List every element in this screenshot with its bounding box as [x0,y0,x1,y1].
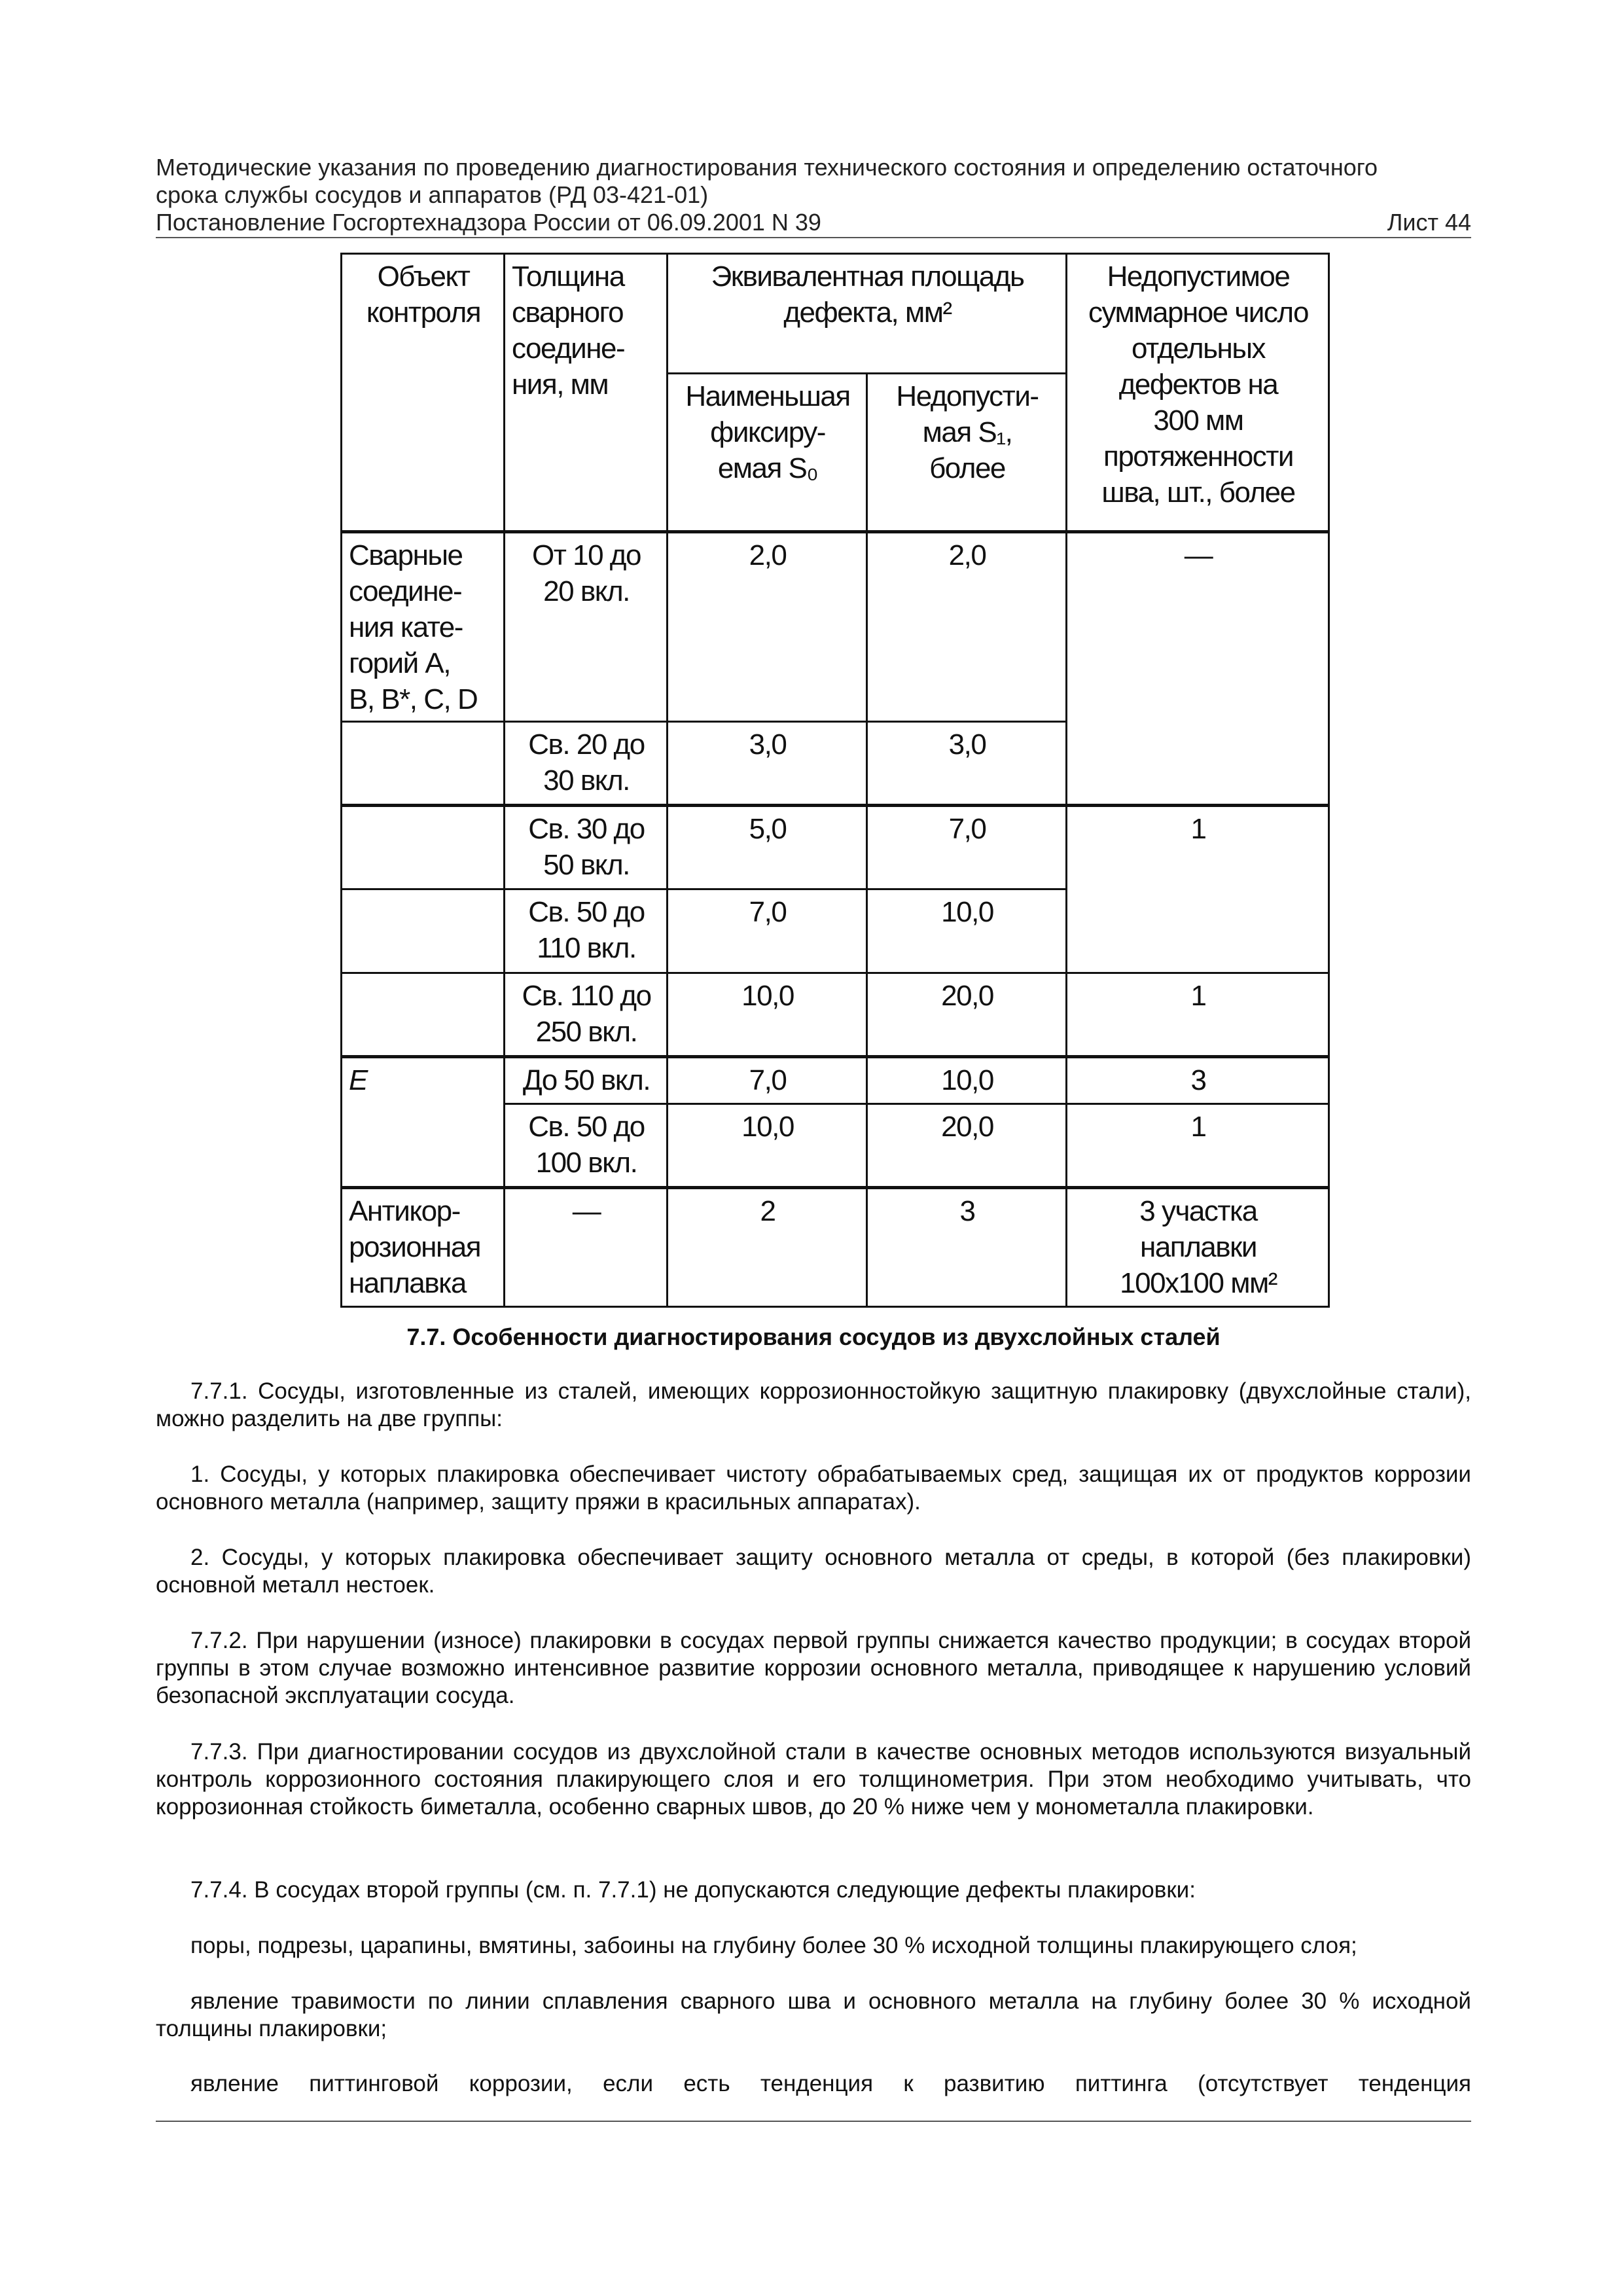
cell-thickness: Св. 110 до 250 вкл. [505,973,668,1057]
cell-count: — [1067,532,1329,806]
cell-s1: 3,0 [867,722,1067,806]
cell-count: 1 [1067,1104,1329,1188]
cell-s0: 10,0 [668,1104,867,1188]
cell-object [342,973,505,1057]
footer-divider [156,2121,1471,2122]
header-title-line-1: Методические указания по проведению диагностирования технического состояния и определению остаточного [156,154,1378,181]
table-row [342,806,1329,889]
cell-s0: 7,0 [668,1057,867,1104]
paragraph-defect-pores: поры, подрезы, царапины, вмятины, забоины на глубину более 30 % исходной толщины плакирующего слоя; [190,1933,1357,1958]
cell-count: 3 участка наплавки 100х100 мм² [1067,1188,1329,1307]
cell-s1: 3 [867,1188,1067,1307]
cell-s0: 7,0 [668,889,867,973]
cell-object [342,889,505,973]
cell-object [342,722,505,806]
paragraph-defect-pitting: явление питтинговой коррозии, если есть тенденция к развитию питтинга (отсутствует тенденция [190,2071,1471,2096]
cell-count: 3 [1067,1057,1329,1104]
cell-s0: 3,0 [668,722,867,806]
paragraph-defect-etching: явление травимости по линии сплавления сварного шва и основного металла на глубину более 30 % исходной толщины плакировки; [156,1988,1471,2041]
paragraph-7-7-2: 7.7.2. При нарушении (износе) плакировки в сосудах первой группы снижается качество продукции; в сосудах второй группы в этом случае возможно интенсивное развитие коррозии основного металла, приводящее к нарушению условий безопасной эксплуатации сосуда. [156,1628,1471,1708]
defects-table-container [340,253,1330,1308]
defects-table [340,253,1330,1308]
cell-thickness: До 50 вкл. [505,1057,668,1104]
cell-s1: 10,0 [867,1057,1067,1104]
cell-s1: 2,0 [867,532,1067,722]
cell-count: 1 [1067,973,1329,1057]
cell-s0: 5,0 [668,806,867,889]
header-area: Эквивалентная площадь дефекта, мм² [668,254,1067,374]
table-row [342,1188,1329,1307]
cell-thickness: Св. 50 до 100 вкл. [505,1104,668,1188]
header-defect-count: Недопустимое суммарное число отдельных дефектов на 300 мм протяженности шва, шт., более [1067,254,1329,532]
cell-s1: 10,0 [867,889,1067,973]
header-sheet-number: Лист 44 [1387,209,1471,236]
paragraph-7-7-4: 7.7.4. В сосудах второй группы (см. п. 7.7.1) не допускаются следующие дефекты плакировки: [190,1877,1196,1903]
header-object: Объект контроля [342,254,505,532]
table-row [342,1104,1329,1188]
cell-s1: 20,0 [867,1104,1067,1188]
cell-s0: 10,0 [668,973,867,1057]
cell-s0: 2,0 [668,532,867,722]
cell-thickness: Св. 50 до 110 вкл. [505,889,668,973]
cell-object [342,806,505,889]
header-min-fixed-area: Наименьшая фиксиру- емая S₀ [668,374,867,532]
cell-object: E [342,1057,505,1104]
paragraph-7-7-1: 7.7.1. Сосуды, изготовленные из сталей, имеющих коррозионностойкую защитную плакировку (двухслойные стали), можно разделить на две группы: [156,1378,1471,1431]
section-title: 7.7. Особенности диагностирования сосудов из двухслойных сталей [406,1323,1221,1350]
cell-thickness: — [505,1188,668,1307]
table-row [342,532,1329,722]
table-row [342,1057,1329,1104]
header-title-line-2: срока службы сосудов и аппаратов (РД 03-421-01) [156,181,709,208]
paragraph-7-7-3: 7.7.3. При диагностировании сосудов из двухслойной стали в качестве основных методов используются визуальный контроль коррозионного состояния плакирующего слоя и его толщинометрия. При этом необходимо учитывать, что коррозионная стойкость биметалла, особенно сварных швов, до 20 % ниже чем у монометалла плакировки. [156,1739,1471,1820]
paragraph-group-1: 1. Сосуды, у которых плакировка обеспечивает чистоту обрабатываемых сред, защищая их от продуктов коррозии основного металла (например, защиту пряжи в красильных аппаратах). [156,1462,1471,1515]
header-decree-row [156,209,1471,236]
cell-thickness: Св. 30 до 50 вкл. [505,806,668,889]
header-thickness: Толщина сварного соедине- ния, мм [505,254,668,532]
cell-count: 1 [1067,806,1329,973]
header-decree: Постановление Госгортехнадзора России от 06.09.2001 N 39 [156,209,821,236]
cell-object: Сварные соедине- ния кате- горий A, B, B*, C, D [342,532,505,722]
table-header-row [342,254,1329,374]
header-unacceptable-area: Недопусти- мая S₁, более [867,374,1067,532]
cell-thickness: Св. 20 до 30 вкл. [505,722,668,806]
document-header [156,154,1471,236]
header-divider [156,237,1471,238]
cell-object [342,1104,505,1188]
cell-s1: 20,0 [867,973,1067,1057]
cell-object: Антикор- розионная наплавка [342,1188,505,1307]
cell-thickness: От 10 до 20 вкл. [505,532,668,722]
cell-s0: 2 [668,1188,867,1307]
table-row [342,973,1329,1057]
paragraph-group-2: 2. Сосуды, у которых плакировка обеспечивает защиту основного металла от среды, в которой (без плакировки) основной металл нестоек. [156,1545,1471,1598]
cell-s1: 7,0 [867,806,1067,889]
